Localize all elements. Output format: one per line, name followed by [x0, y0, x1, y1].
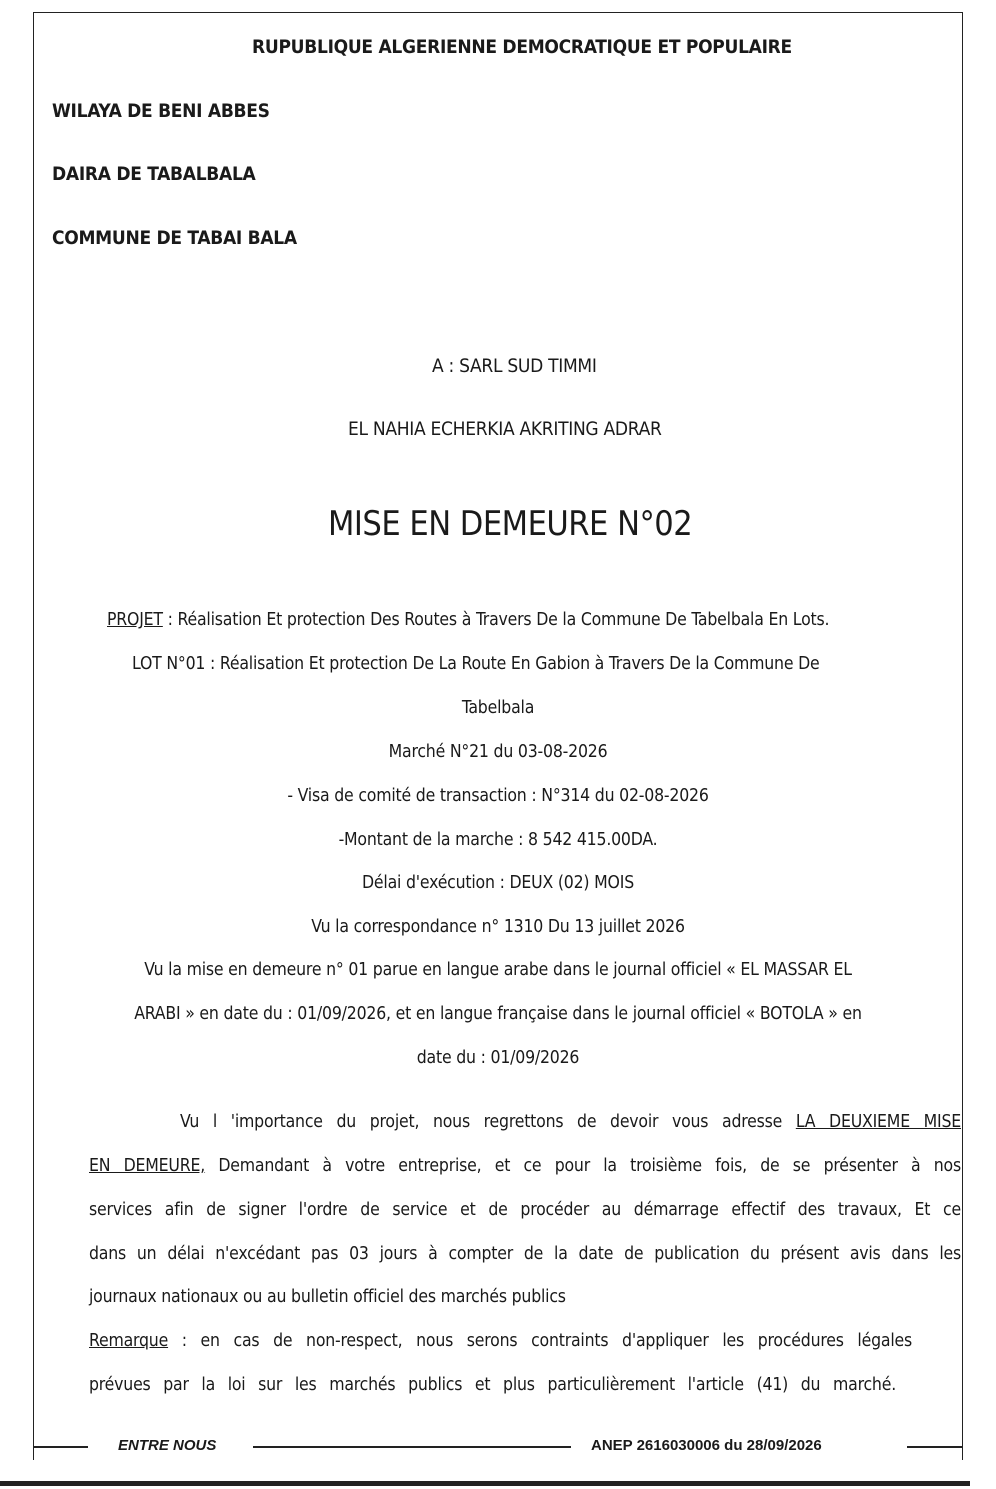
vu-mise-line-1: Vu la mise en demeure n° 01 parue en langue arabe dans le journal officiel « EL MASSAR EL [144, 960, 852, 980]
lot-line-2: Tabelbala [461, 698, 535, 718]
daira-heading: DAIRA DE TABALBALA [52, 163, 256, 185]
paragraph-line-2 [89, 1156, 961, 1176]
notice-title: MISE EN DEMEURE N°02 [328, 504, 693, 544]
footer-rule-left [33, 1446, 88, 1448]
montant-line: -Montant de la marche : 8 542 415.00DA. [338, 830, 658, 850]
footer-rule-right [907, 1446, 963, 1448]
republic-heading: RUPUBLIQUE ALGERIENNE DEMOCRATIQUE ET POPULAIRE [252, 36, 792, 58]
visa-line: - Visa de comité de transaction : N°314 du 02-08-2026 [287, 786, 709, 806]
paragraph-line-1-text: Vu l 'importance du projet, nous regrettons de devoir vous adresse [180, 1112, 796, 1132]
recipient-address: EL NAHIA ECHERKIA AKRITING ADRAR [348, 418, 662, 440]
paragraph-line-3: services afin de signer l'ordre de service et de procéder au démarrage effectif des travaux, Et ce [89, 1200, 961, 1220]
paragraph-line-2-text: Demandant à votre entreprise, et ce pour la troisième fois, de se présenter à nos [205, 1156, 961, 1176]
project-line [107, 610, 829, 630]
correspondance-line: Vu la correspondance n° 1310 Du 13 juillet 2026 [311, 917, 685, 937]
footer-rule-middle [253, 1446, 571, 1448]
project-label: PROJET [107, 610, 163, 630]
recipient-name: A : SARL SUD TIMMI [432, 355, 597, 377]
commune-heading: COMMUNE DE TABAI BALA [52, 227, 297, 249]
paragraph-emphasis-2: EN DEMEURE, [89, 1156, 206, 1176]
vu-mise-line-2: ARABI » en date du : 01/09/2026, et en langue française dans le journal officiel « BOTOLA » en [134, 1004, 862, 1024]
paragraph-line-5: journaux nationaux ou au bulletin officiel des marchés publics [89, 1287, 566, 1307]
vu-mise-line-3: date du : 01/09/2026 [416, 1048, 580, 1068]
paragraph-emphasis-1: LA DEUXIEME MISE [795, 1112, 961, 1132]
paragraph-line-4: dans un délai n'excédant pas 03 jours à compter de la date de publication du présent avis dans les [89, 1244, 961, 1264]
project-text: : Réalisation Et protection Des Routes à Travers De la Commune De Tabelbala En Lots. [162, 610, 830, 630]
remarque-line-2: prévues par la loi sur les marchés publics et plus particulièrement l'article (41) du marché. [89, 1375, 896, 1395]
footer-right-text: ANEP 2616030006 du 28/09/2026 [591, 1437, 822, 1454]
footer-left-text: ENTRE NOUS [118, 1437, 217, 1454]
remarque-label: Remarque [89, 1331, 169, 1351]
marche-line: Marché N°21 du 03-08-2026 [388, 742, 608, 762]
remarque-text: : en cas de non-respect, nous serons contraints d'appliquer les procédures légales [168, 1331, 912, 1351]
paragraph-line-1 [180, 1112, 961, 1132]
wilaya-heading: WILAYA DE BENI ABBES [52, 100, 270, 122]
delai-line: Délai d'exécution : DEUX (02) MOIS [362, 873, 634, 893]
remarque-line-1 [89, 1331, 912, 1351]
lot-line-1: LOT N°01 : Réalisation Et protection De La Route En Gabion à Travers De la Commune De [132, 654, 820, 674]
bottom-bar [0, 1481, 970, 1486]
